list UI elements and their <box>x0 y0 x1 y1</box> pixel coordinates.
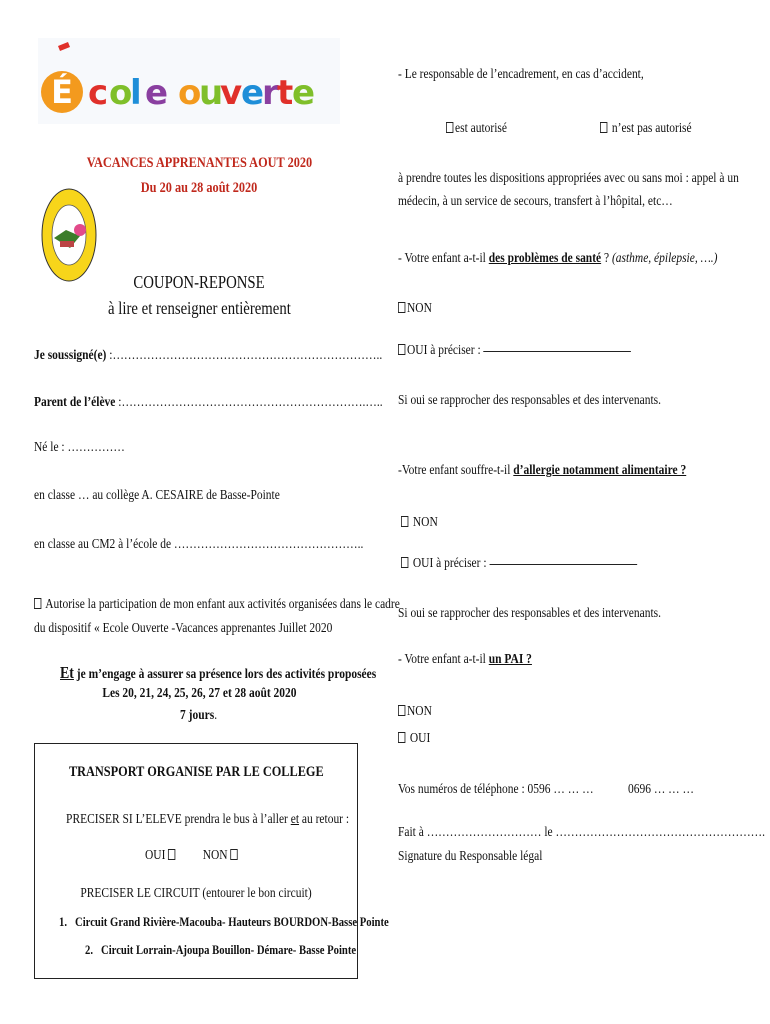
circuit-option-1[interactable]: 1. Circuit Grand Rivière-Macouba- Hauteurs BOURDON-Basse Pointe <box>59 914 389 929</box>
logo-letter: e <box>241 73 265 113</box>
circuit-option-2[interactable]: 2. Circuit Lorrain-Ajoupa Bouillon- Démare- Basse Pointe <box>85 942 357 957</box>
logo-accent <box>58 42 70 51</box>
logo-letter: o <box>178 73 202 113</box>
sante-non-checkbox[interactable] <box>398 302 405 313</box>
sante-preciser-field[interactable] <box>484 351 632 352</box>
transport-preciser: PRECISER SI L’ELEVE prendra le bus à l’aller et au retour : <box>66 812 350 827</box>
soussigne-field[interactable]: :…………………………………………………………….. <box>106 348 383 363</box>
transport-non-checkbox[interactable] <box>230 849 237 860</box>
transport-oui-non <box>145 848 260 864</box>
signature-label: Signature du Responsable légal <box>398 849 543 864</box>
allergie-oui-option: OUI à préciser : <box>401 556 689 572</box>
autorise-checkbox[interactable] <box>34 598 41 609</box>
transport-title: TRANSPORT ORGANISE PAR LE COLLEGE <box>68 764 324 780</box>
engage-text: je m’engage à assurer sa présence lors des activités proposées <box>73 667 377 682</box>
logo-letter: r <box>262 73 279 113</box>
fait-a-line[interactable]: Fait à ………………………… le ………………………………………………. <box>398 825 766 840</box>
rapprocher-1: Si oui se rapprocher des responsables et des intervenants. <box>398 393 662 408</box>
autorise-line-2: du dispositif « Ecole Ouverte -Vacances apprenantes Juillet 2020 <box>34 621 333 636</box>
engage-jours: 7 jours. <box>180 708 218 723</box>
telephone-line-2[interactable]: 0696 … … … <box>628 782 695 797</box>
nest-pas-autorise-option: n’est pas autorisé <box>600 121 712 137</box>
coupon-title: COUPON-REPONSE <box>133 272 265 292</box>
responsable-line: - Le responsable de l’encadrement, en cas d’accident, <box>398 67 644 82</box>
soussigne-label: Je soussigné(e) <box>34 348 107 363</box>
logo-letter: t <box>277 73 294 113</box>
vacances-dates: Du 20 au 28 août 2020 <box>140 180 258 196</box>
transport-circuit-label: PRECISER LE CIRCUIT (entourer le bon circuit) <box>80 886 312 901</box>
vacances-title: VACANCES APPRENANTES AOUT 2020 <box>86 155 312 171</box>
logo-letter: e <box>145 73 169 113</box>
telephone-line[interactable]: Vos numéros de téléphone : 0596 … … … <box>398 782 594 797</box>
engage-et: Et <box>60 663 74 682</box>
pai-question: - Votre enfant a-t-il un PAI ? <box>398 652 532 667</box>
soussigne-line <box>34 348 459 364</box>
engage-line <box>60 663 446 683</box>
pai-oui-option: OUI <box>398 731 437 747</box>
logo-letter: v <box>220 73 243 113</box>
ecole-ouverte-logo <box>38 38 340 124</box>
logo-letter: u <box>199 73 224 113</box>
allergie-preciser-field[interactable] <box>489 564 637 565</box>
transport-box <box>34 743 389 979</box>
transport-oui-label: OUI <box>145 848 169 863</box>
seal-graphic <box>40 186 98 284</box>
sante-oui-option: OUI à préciser : <box>398 343 682 359</box>
prendre-line-2: médecin, à un service de secours, transfert à l’hôpital, etc… <box>398 194 673 209</box>
sante-question: - Votre enfant a-t-il des problèmes de santé ? (asthme, épilepsie, ….) <box>398 251 718 266</box>
logo-letter: l <box>130 73 142 113</box>
transport-non-label: NON <box>202 848 231 863</box>
est-autorise-option: est autorisé <box>446 121 520 137</box>
logo-letter: e <box>292 73 316 113</box>
college-seal <box>40 186 98 284</box>
nest-pas-autorise-checkbox[interactable] <box>600 122 607 133</box>
allergie-non-option: NON <box>401 515 446 531</box>
logo-letter-e: É <box>51 73 73 111</box>
logo-letter: o <box>109 73 133 113</box>
en-classe-cm2[interactable]: en classe au CM2 à l’école de ………………………………………….. <box>34 537 364 552</box>
est-autorise-checkbox[interactable] <box>446 122 453 133</box>
logo-letter: c <box>88 73 109 113</box>
allergie-non-checkbox[interactable] <box>401 516 408 527</box>
sante-oui-checkbox[interactable] <box>398 344 405 355</box>
en-classe-college[interactable]: en classe … au collège A. CESAIRE de Basse-Pointe <box>34 488 280 503</box>
rapprocher-2: Si oui se rapprocher des responsables et des intervenants. <box>398 606 662 621</box>
parent-label: Parent de l’élève <box>34 395 116 410</box>
autorise-line-1: Autorise la participation de mon enfant aux activités organisées dans le cadre <box>34 597 480 613</box>
engage-dates: Les 20, 21, 24, 25, 26, 27 et 28 août 2020 <box>101 686 297 701</box>
parent-field[interactable]: :……………………………………………………….….. <box>115 395 383 410</box>
sante-non-option: NON <box>398 301 439 317</box>
ne-le-line[interactable]: Né le : …………… <box>34 440 125 455</box>
prendre-line-1: à prendre toutes les dispositions appropriées avec ou sans moi : appel à un <box>398 171 739 186</box>
allergie-oui-checkbox[interactable] <box>401 557 408 568</box>
pai-oui-checkbox[interactable] <box>398 732 405 743</box>
pai-non-checkbox[interactable] <box>398 705 405 716</box>
transport-oui-checkbox[interactable] <box>168 849 175 860</box>
parent-line <box>34 395 459 411</box>
allergie-question: -Votre enfant souffre-t-il d’allergie notamment alimentaire ? <box>398 463 687 478</box>
logo-graphic <box>38 38 340 124</box>
coupon-subtitle: à lire et renseigner entièrement <box>107 298 291 318</box>
pai-non-option: NON <box>398 704 439 720</box>
